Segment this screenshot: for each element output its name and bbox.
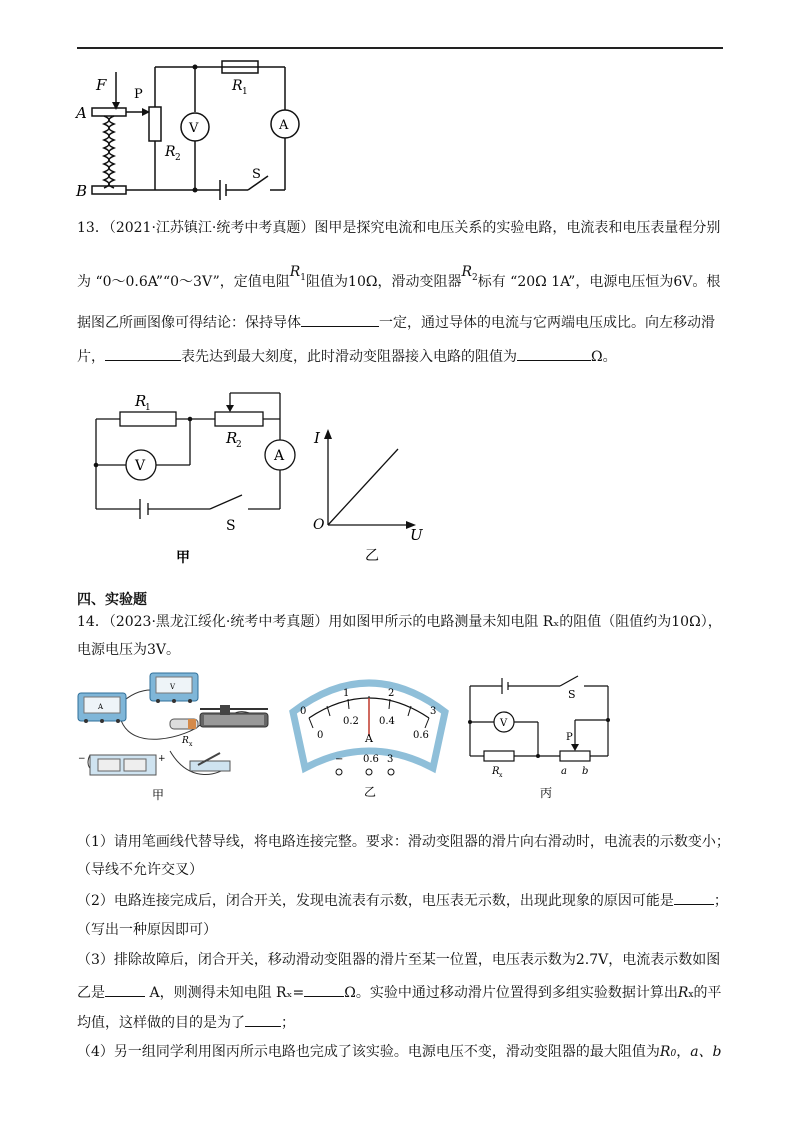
blank-1[interactable] [301, 312, 379, 327]
svg-text:2: 2 [175, 153, 181, 163]
label-P: P [134, 87, 143, 102]
label-S: S [252, 167, 261, 182]
label-bing-14: 丙 [540, 786, 553, 800]
svg-text:R: R [135, 392, 147, 410]
q14-p3a: （3）排除故障后，闭合开关，移动滑动变阻器的滑片至某一位置，电压表示数为2.7V，电流表示数如图 [77, 952, 721, 968]
q14-line2: 电源电压为3V。 [77, 642, 181, 658]
blank-4[interactable] [674, 890, 714, 905]
label-yi-13: 乙 [365, 548, 379, 564]
q14-p4: （4）另一组同学利用图丙所示电路也完成了该实验。电源电压不变，滑动变阻器的最大阻值为R0，a、b [77, 1044, 722, 1060]
label-A: A [76, 104, 87, 122]
svg-text:A: A [274, 448, 285, 464]
voltmeter-device [150, 673, 198, 703]
figure-13-circuit [80, 385, 310, 570]
svg-text:0.6: 0.6 [413, 730, 429, 741]
svg-text:A: A [365, 732, 373, 745]
svg-text:O: O [313, 517, 325, 533]
blank-2[interactable] [105, 346, 181, 361]
label-B: B [76, 182, 88, 200]
label-jia-13: 甲 [176, 550, 190, 566]
label-F: F [96, 76, 107, 94]
ammeter-device [78, 693, 126, 723]
svg-text:0: 0 [300, 706, 307, 717]
blank-5[interactable] [105, 982, 145, 997]
svg-text:R: R [226, 429, 238, 447]
q13-line2: 为 “0～0.6A”“0～3V”，定值电阻$R^1$阻值为10Ω，滑动变阻器$R^2$标有 “20Ω 1A”，电源电压恒为6V。根 [77, 264, 721, 290]
svg-text:1: 1 [145, 403, 151, 413]
figure-14-apparatus [70, 665, 285, 805]
blank-6[interactable] [304, 982, 344, 997]
svg-text:U: U [410, 526, 423, 544]
svg-text:x: x [189, 741, 193, 748]
svg-text:3: 3 [430, 706, 437, 717]
svg-text:b: b [582, 766, 589, 777]
svg-text:0.4: 0.4 [379, 716, 395, 727]
svg-text:2: 2 [236, 440, 242, 450]
q14-p2a: （2）电路连接完成后，闭合开关，发现电流表有示数，电压表无示数，出现此现象的原因可能是 ； [77, 890, 728, 911]
blank-7[interactable] [245, 1012, 281, 1027]
figure-12-circuit [70, 52, 300, 202]
svg-text:+: + [158, 754, 166, 764]
svg-text:I: I [314, 429, 320, 447]
svg-text:1: 1 [343, 688, 350, 699]
header-rule [77, 47, 723, 49]
label-yi-14: 乙 [364, 785, 377, 799]
svg-text:3: 3 [387, 754, 394, 765]
svg-text:0.2: 0.2 [343, 716, 359, 727]
svg-text:P: P [566, 732, 573, 743]
label-Am: A [279, 118, 289, 133]
label-R1: R [232, 78, 243, 94]
blank-3[interactable] [517, 346, 591, 361]
svg-text:a: a [561, 766, 567, 777]
svg-text:x: x [499, 772, 503, 779]
svg-text:0.6: 0.6 [363, 754, 379, 765]
q14-line1: 14．（2023·黑龙江绥化·统考中考真题）用如图甲所示的电路测量未知电阻 Rₓ的阻值（阻值约为10Ω）， [77, 614, 722, 630]
svg-text:S: S [226, 518, 236, 534]
svg-text:0: 0 [317, 730, 324, 741]
q13-line4: 片， 表先达到最大刻度，此时滑动变阻器接入电路的阻值为 Ω。 [77, 346, 617, 367]
q13-line3: 据图乙所画图像可得结论：保持导体 一定，通过导体的电流与它两端电压成比。向左移动滑 [77, 312, 715, 333]
svg-text:S: S [568, 688, 576, 701]
q14-p1a: （1）请用笔画线代替导线，将电路连接完整。要求：滑动变阻器的滑片向右滑动时，电流表的示数变小； [77, 834, 730, 850]
q14-p3b: 乙是 A，则测得未知电阻 Rₓ= Ω。实验中通过移动滑片位置得到多组实验数据计算出Rx的平 [77, 982, 721, 1005]
section-title: 四、实验题 [77, 592, 147, 608]
svg-text:−: − [78, 754, 86, 764]
svg-text:V: V [135, 458, 146, 474]
svg-text:R: R [182, 736, 189, 746]
svg-text:A: A [98, 703, 104, 711]
svg-text:R: R [492, 766, 500, 777]
q14-p3c: 均值，这样做的目的是为了 ； [77, 1012, 295, 1033]
rheostat-device [200, 705, 268, 727]
figure-14-ammeter-dial [287, 668, 452, 803]
label-R2: R [165, 144, 176, 160]
figure-14-schematic [460, 672, 620, 802]
switch-device [190, 753, 230, 771]
label-jia-14: 甲 [152, 788, 165, 802]
svg-text:V: V [500, 718, 508, 729]
svg-text:V: V [170, 683, 176, 691]
svg-text:2: 2 [388, 688, 395, 699]
q14-p1b: （导线不允许交叉） [77, 862, 203, 878]
svg-text:−: − [335, 754, 344, 765]
label-V: V [189, 121, 199, 136]
svg-text:1: 1 [242, 87, 248, 97]
battery-box [78, 754, 166, 775]
q14-p2b: （写出一种原因即可） [77, 922, 217, 938]
figure-13-graph [310, 425, 440, 565]
q13-line1: 13．（2021·江苏镇江·统考中考真题）图甲是探究电流和电压关系的实验电路，电流表和电压表量程分别 [77, 220, 721, 236]
